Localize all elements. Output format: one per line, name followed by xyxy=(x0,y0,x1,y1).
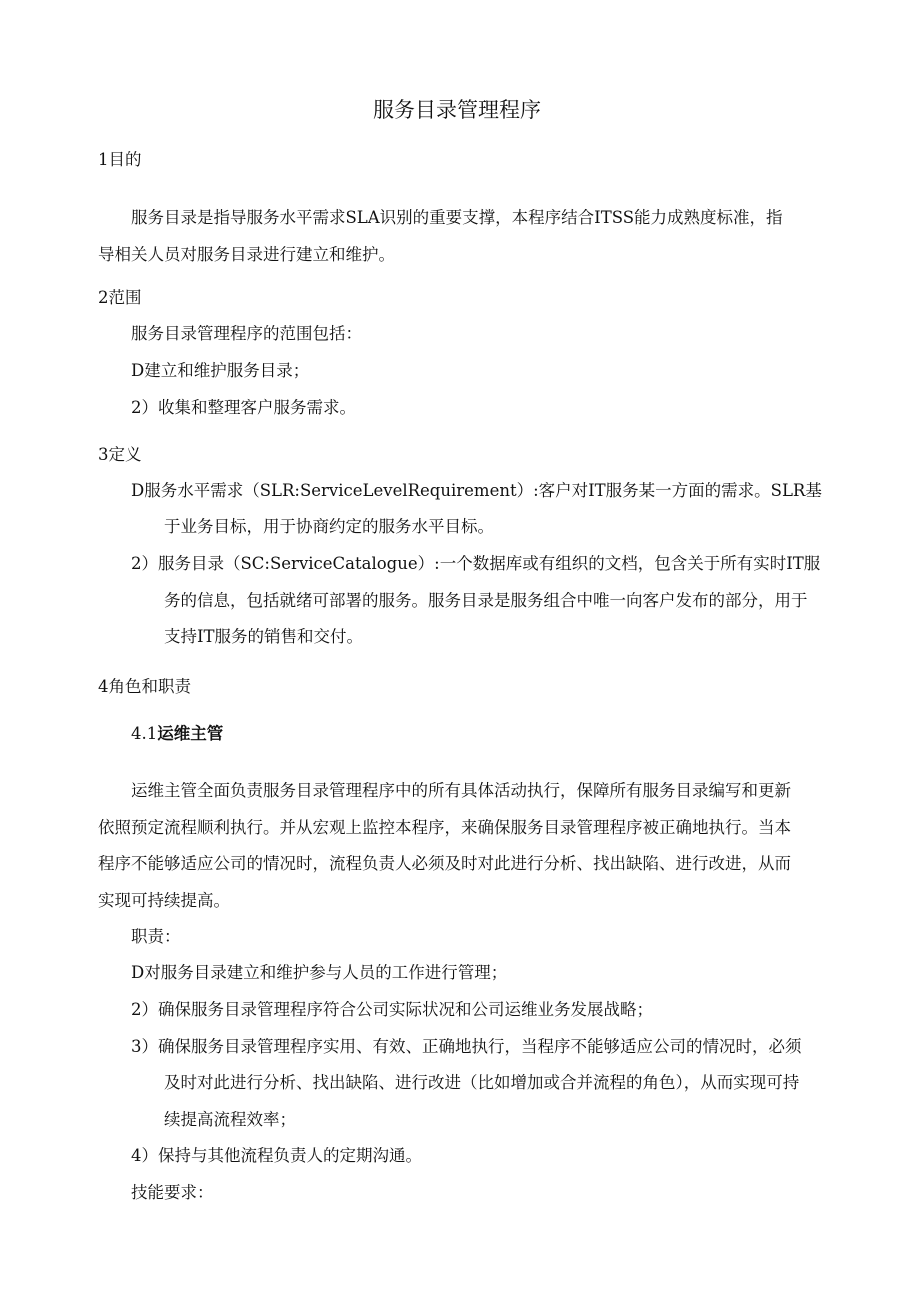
section-3-heading: 3定义 xyxy=(98,445,142,464)
scope-item: D建立和维护服务目录； xyxy=(131,361,310,380)
definition-line: 于业务目标，用于协商约定的服务水平目标。 xyxy=(164,517,494,536)
scope-intro: 服务目录管理程序的范围包括： xyxy=(131,324,362,343)
duty-item: 2）确保服务目录管理程序符合公司实际状况和公司运维业务发展战略； xyxy=(131,1000,653,1019)
duty-label: 职责： xyxy=(131,927,181,946)
duty-item: 4）保持与其他流程负责人的定期沟通。 xyxy=(131,1146,422,1165)
section-4-heading: 4角色和职责 xyxy=(98,677,191,696)
definition-line: 务的信息，包括就绪可部署的服务。服务目录是服务组合中唯一向客户发布的部分，用于 xyxy=(164,591,808,610)
section-2-heading: 2范围 xyxy=(98,288,142,307)
duty-item: D对服务目录建立和维护参与人员的工作进行管理； xyxy=(131,963,508,982)
role-paragraph-line: 运维主管全面负责服务目录管理程序中的所有具体活动执行，保障所有服务目录编写和更新 xyxy=(131,781,791,800)
duty-item-continued: 续提高流程效率； xyxy=(164,1110,296,1129)
definition-line: 2）服务目录（SC:ServiceCatalogue）:一个数据库或有组织的文档，包含关于所有实时IT服 xyxy=(131,554,821,573)
duty-item-continued: 及时对此进行分析、找出缺陷、进行改进（比如增加或合并流程的角色），从而实现可持 xyxy=(164,1073,800,1092)
section-1-paragraph-line: 服务目录是指导服务水平需求SLA识别的重要支撑，本程序结合ITSS能力成熟度标准，指 xyxy=(131,208,783,227)
scope-item: 2）收集和整理客户服务需求。 xyxy=(131,398,356,417)
role-paragraph-line: 程序不能够适应公司的情况时，流程负责人必须及时对此进行分析、找出缺陷、进行改进，从而 xyxy=(98,854,791,873)
section-1-paragraph-line: 导相关人员对服务目录进行建立和维护。 xyxy=(98,245,395,264)
document-title: 服务目录管理程序 xyxy=(373,98,541,122)
role-paragraph-line: 实现可持续提高。 xyxy=(98,891,230,910)
subsection-title: 运维主管 xyxy=(157,724,224,743)
subsection-number: 4.1 xyxy=(131,724,158,743)
role-paragraph-line: 依照预定流程顺利执行。并从宏观上监控本程序，来确保服务目录管理程序被正确地执行。当本 xyxy=(98,818,791,837)
section-1-heading: 1目的 xyxy=(98,150,142,169)
duty-item: 3）确保服务目录管理程序实用、有效、正确地执行，当程序不能够适应公司的情况时，必须 xyxy=(131,1037,802,1056)
definition-line: D服务水平需求（SLR:ServiceLevelRequirement）:客户对IT服务某一方面的需求。SLR基 xyxy=(131,481,822,500)
subsection-4-1-heading xyxy=(131,723,223,745)
skill-label: 技能要求： xyxy=(131,1183,214,1202)
definition-line: 支持IT服务的销售和交付。 xyxy=(164,627,364,646)
